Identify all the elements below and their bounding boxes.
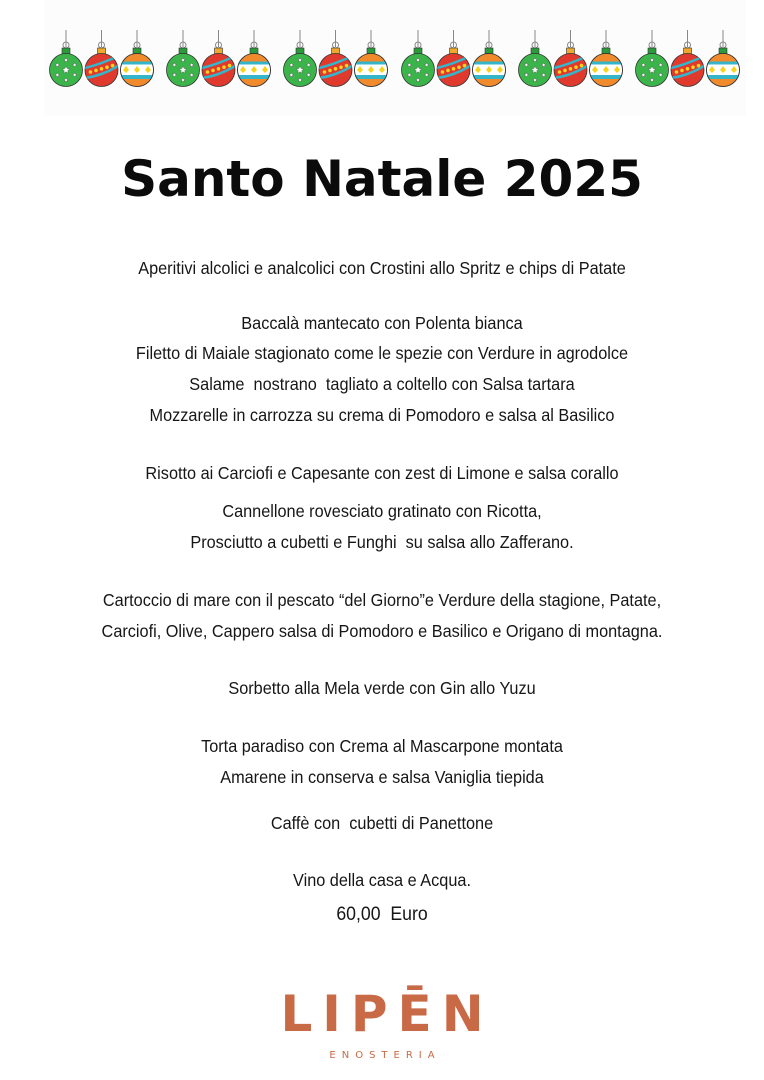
menu-item: Salame nostrano tagliato a coltello con Salsa tartara (189, 374, 575, 394)
menu-item: Sorbetto alla Mela verde con Gin allo Yuzu (228, 678, 536, 698)
menu-item: Cannellone rovesciato gratinato con Ricotta, (222, 501, 542, 521)
restaurant-logo (0, 986, 764, 1061)
page-title: Santo Natale 2025 (121, 150, 643, 208)
christmas-ornaments-icon (0, 0, 764, 116)
menu-item: Aperitivi alcolici e analcolici con Crostini allo Spritz e chips di Patate (138, 258, 626, 278)
menu-item: Caffè con cubetti di Panettone (270, 813, 494, 833)
menu-item: Carciofi, Olive, Cappero salsa di Pomodoro e Basilico e Origano di montagna. (101, 621, 663, 641)
menu-item: Mozzarelle in carrozza su crema di Pomodoro e salsa al Basilico (149, 405, 615, 425)
menu-item: Cartoccio di mare con il pescato “del Giorno”e Verdure della stagione, Patate, (102, 590, 662, 610)
menu-item: Amarene in conserva e salsa Vaniglia tiepida (220, 767, 544, 787)
menu-item: Filetto di Maiale stagionato come le spezie con Verdure in agrodolce (135, 343, 629, 363)
menu-item: Baccalà mantecato con Polenta bianca (241, 313, 523, 333)
price-text: 60,00 Euro (336, 904, 428, 925)
menu-item: Prosciutto a cubetti e Funghi su salsa allo Zafferano. (190, 532, 574, 552)
menu-item: Risotto ai Carciofi e Capesante con zest di Limone e salsa corallo (145, 463, 619, 483)
menu-item: Torta paradiso con Crema al Mascarpone montata (201, 736, 563, 756)
logo-wordmark: LIPĒN (280, 985, 494, 1043)
logo-subtitle: ENOSTERIA (329, 1050, 441, 1061)
menu-item: Vino della casa e Acqua. (293, 870, 471, 890)
